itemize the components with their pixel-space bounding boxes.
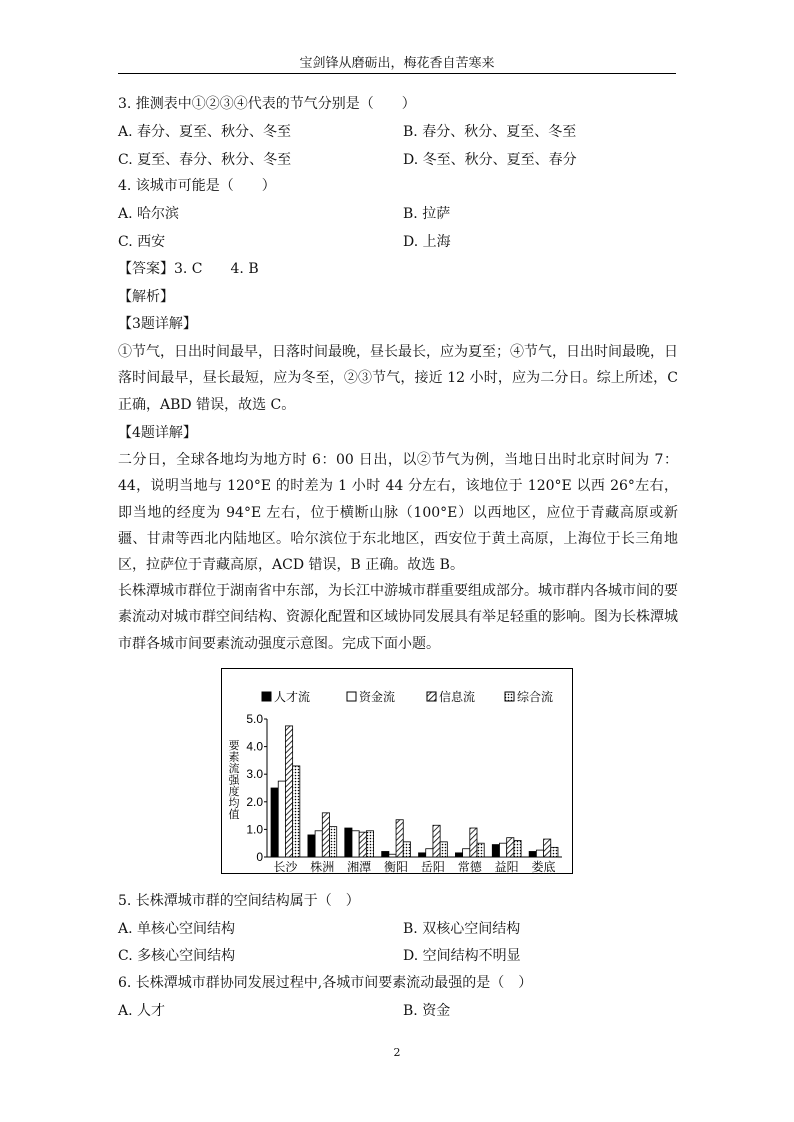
page-header-motto: 宝剑锋从磨砺出，梅花香自苦寒来: [299, 56, 495, 71]
bar-人才流-株洲: [308, 835, 315, 857]
x-tick-label: 娄底: [531, 860, 556, 873]
bar-信息流-益阳: [507, 838, 514, 857]
y-tick-label: 0: [256, 850, 263, 864]
q3-detail-text: ①节气，日出时间最早，日落时间最晚，昼长最长，应为夏至；④节气，日出时间最晚，日落时间最早，昼长最短，应为冬至，②③节气，接近 12 小时，应为二分日。综上所述，C 正确，ABD 错误，故选 C。: [118, 344, 678, 413]
legend-label-信息流: 信息流: [439, 690, 476, 704]
legend-swatch-综合流: [505, 692, 514, 701]
bar-综合流-衡阳: [403, 842, 410, 857]
answer-line: 【答案】3. C 4. B: [118, 261, 259, 277]
q4-detail-heading: 【4题详解】: [118, 425, 197, 441]
y-axis-label-char: 强: [228, 774, 240, 787]
x-tick-label: 湘潭: [347, 860, 372, 873]
bar-信息流-长沙: [285, 726, 292, 857]
q3-stem: 3. 推测表中①②③④代表的节气分别是（ ）: [118, 96, 416, 112]
y-axis-label-char: 值: [228, 809, 240, 821]
bar-人才流-衡阳: [382, 851, 389, 857]
legend-swatch-人才流: [262, 692, 271, 701]
bar-资金流-常德: [463, 849, 470, 857]
q4-detail-text: 二分日，全球各地均为地方时 6：00 日出，以②节气为例，当地日出时北京时间为 7：44，说明当地与 120°E 的时差为 1 小时 44 分左右，该地位于 120°E 以西 26°左右，即当地的经度为 94°E 左右，位于横断山脉（100°E）以西地区，应位于青藏高原或新疆、甘肃等西北内陆地区。哈尔滨位于东北地区，西安位于黄土高原，上海位于长三角地区，拉萨位于青藏高原，ACD 错误，B 正确。故选 B。: [118, 452, 678, 574]
q3-option-c: C. 夏至、春分、秋分、冬至: [118, 152, 292, 168]
analysis-heading: 【解析】: [118, 289, 174, 305]
bar-资金流-株洲: [315, 831, 322, 857]
y-axis-label-char: 流: [228, 763, 240, 775]
x-tick-label: 常德: [457, 860, 482, 873]
bar-资金流-长沙: [278, 781, 285, 857]
x-tick-label: 长沙: [273, 860, 298, 873]
bar-信息流-衡阳: [396, 820, 403, 857]
q5-option-c: C. 多核心空间结构: [118, 948, 236, 964]
legend-swatch-信息流: [427, 692, 436, 701]
bar-信息流-株洲: [322, 813, 329, 857]
q6-stem: 6. 长株潭城市群协同发展过程中,各城市间要素流动最强的是（ ）: [118, 975, 533, 991]
y-tick-label: 1.0: [246, 822, 263, 837]
x-tick-label: 衡阳: [384, 860, 409, 873]
bar-人才流-娄底: [529, 851, 536, 857]
legend-swatch-资金流: [347, 692, 356, 701]
x-tick-label: 岳阳: [420, 860, 445, 873]
y-axis-label-char: 度: [228, 786, 240, 798]
q4-option-a: A. 哈尔滨: [118, 206, 180, 222]
bar-信息流-岳阳: [433, 825, 440, 857]
chart-frame: [221, 668, 573, 874]
q5-stem: 5. 长株潭城市群的空间结构属于（ ）: [118, 893, 360, 909]
q3-option-d: D. 冬至、秋分、夏至、春分: [403, 152, 577, 168]
bar-资金流-湘潭: [352, 831, 359, 857]
q6-option-b: B. 资金: [403, 1003, 451, 1019]
q4-stem: 4. 该城市可能是（ ）: [118, 178, 276, 194]
legend-label-资金流: 资金流: [359, 690, 396, 704]
y-axis-label-char: 素: [228, 751, 240, 764]
bar-人才流-湘潭: [345, 828, 352, 857]
y-tick-label: 2.0: [246, 794, 263, 809]
bar-资金流-益阳: [499, 843, 506, 857]
page-number: 2: [393, 1046, 401, 1059]
bar-综合流-湘潭: [366, 831, 373, 857]
legend-label-人才流: 人才流: [274, 690, 311, 704]
bar-资金流-衡阳: [389, 854, 396, 857]
q5-option-a: A. 单核心空间结构: [118, 921, 236, 937]
q5-option-b: B. 双核心空间结构: [403, 921, 521, 937]
bar-人才流-岳阳: [419, 853, 426, 857]
bar-信息流-湘潭: [359, 832, 366, 857]
q3-option-a: A. 春分、夏至、秋分、冬至: [118, 124, 292, 140]
bar-人才流-益阳: [492, 845, 499, 857]
y-tick-label: 3.0: [246, 767, 263, 782]
bar-信息流-常德: [470, 828, 477, 857]
q4-option-d: D. 上海: [403, 234, 451, 250]
bar-综合流-株洲: [330, 827, 337, 857]
bar-综合流-常德: [477, 843, 484, 857]
q3-detail-heading: 【3题详解】: [118, 316, 197, 332]
header-rule: [118, 73, 676, 74]
bar-资金流-娄底: [536, 850, 543, 857]
bar-综合流-岳阳: [440, 842, 447, 857]
y-tick-label: 5.0: [246, 712, 263, 726]
q3-option-b: B. 春分、秋分、夏至、冬至: [403, 124, 577, 140]
y-axis-label-char: 均: [228, 797, 240, 810]
q6-option-a: A. 人才: [118, 1003, 166, 1019]
bar-信息流-娄底: [544, 839, 551, 857]
x-tick-label: 株洲: [310, 860, 335, 873]
q4-option-c: C. 西安: [118, 234, 166, 250]
element-flow-bar-chart: [222, 669, 572, 873]
bar-综合流-娄底: [551, 847, 558, 857]
x-tick-label: 益阳: [494, 860, 519, 873]
legend-label-综合流: 综合流: [517, 690, 554, 704]
y-axis-label-char: 要: [228, 740, 240, 752]
bar-综合流-益阳: [514, 840, 521, 857]
q4-option-b: B. 拉萨: [403, 206, 451, 222]
q5-option-d: D. 空间结构不明显: [403, 948, 521, 964]
y-tick-label: 4.0: [246, 739, 263, 754]
bar-人才流-长沙: [271, 788, 278, 857]
material-intro: 长株潭城市群位于湖南省中东部，为长江中游城市群重要组成部分。城市群内各城市间的要素流动对城市群空间结构、资源化配置和区域协同发展具有举足轻重的影响。图为长株潭城市群各城市间要素流动强度示意图。完成下面小题。: [118, 583, 678, 652]
bar-资金流-岳阳: [426, 849, 433, 857]
bar-综合流-长沙: [293, 766, 300, 857]
bar-人才流-常德: [455, 853, 462, 857]
